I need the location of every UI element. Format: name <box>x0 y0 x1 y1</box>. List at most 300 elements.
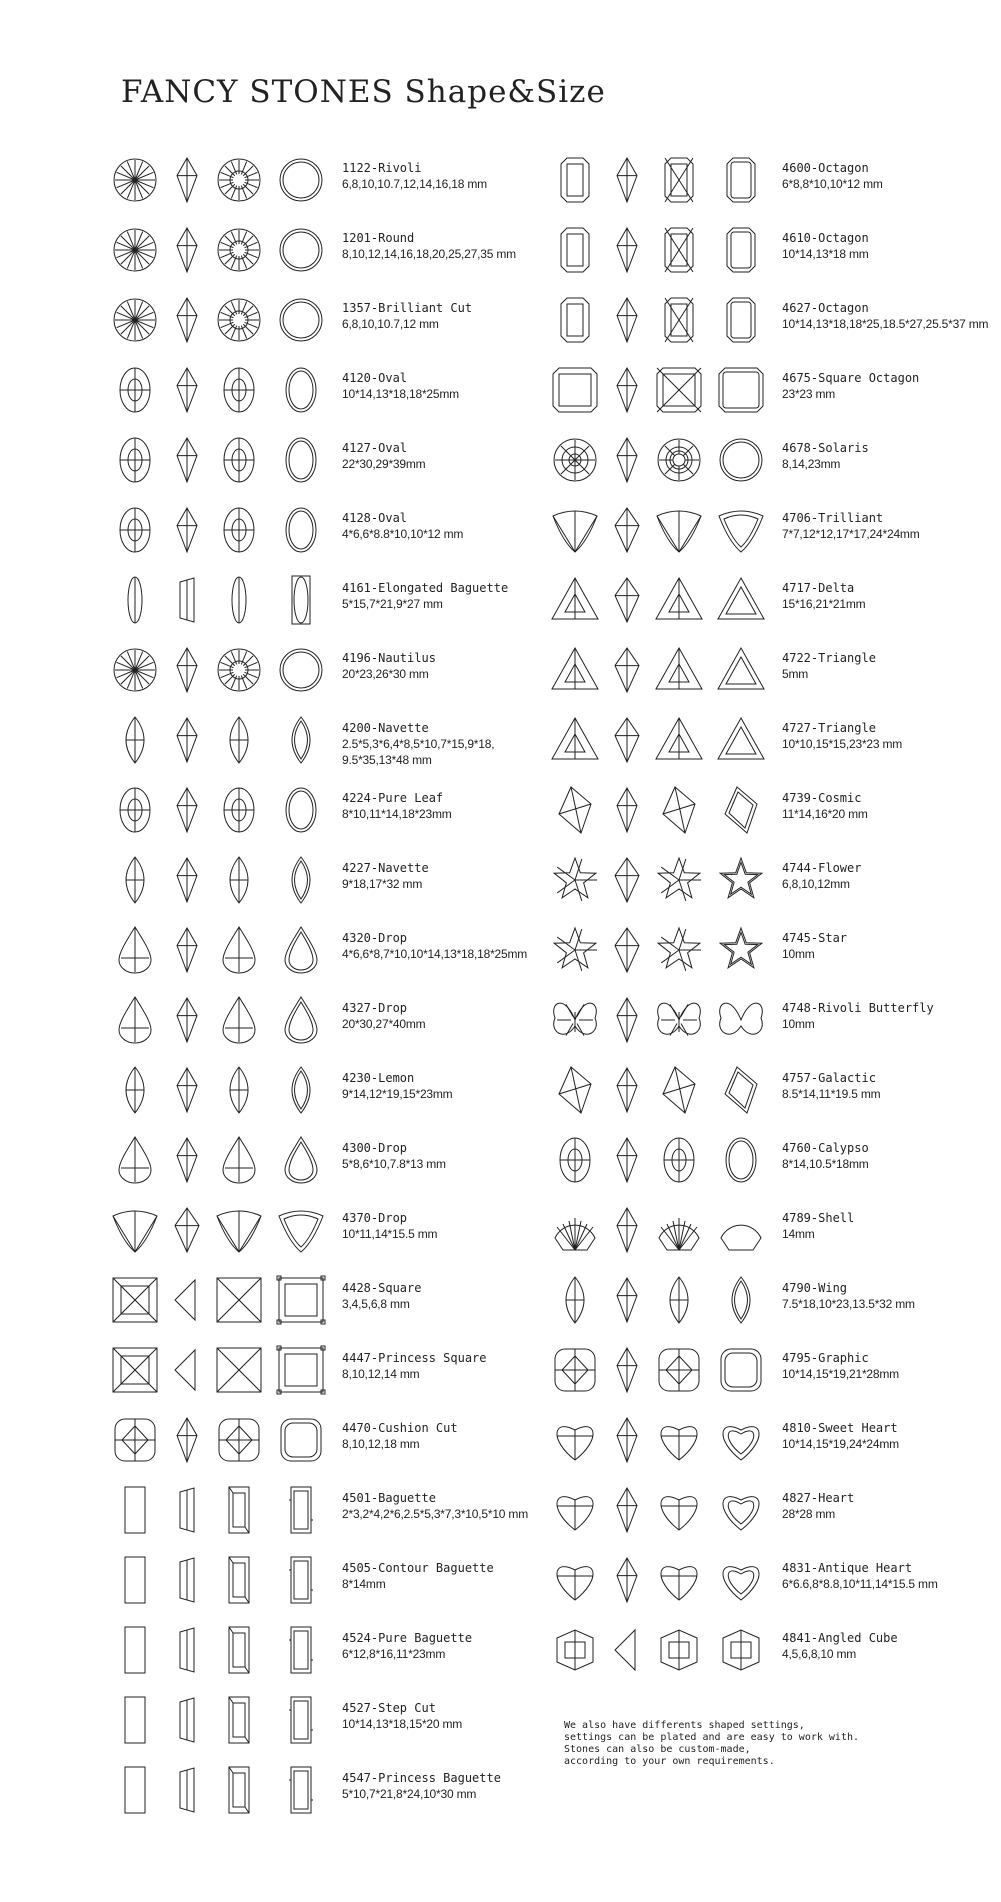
stone-size-list: 20*23,26*30 mm <box>342 667 429 681</box>
stone-back-view-icon <box>654 222 704 278</box>
stone-size-list: 10*11,14*15.5 mm <box>342 1227 438 1241</box>
stone-entry <box>550 1198 995 1268</box>
stone-setting-icon <box>716 1552 766 1608</box>
stone-drawing-group <box>110 1272 340 1328</box>
stone-back-view-icon <box>654 1342 704 1398</box>
stone-model-name: 4501-Baguette <box>342 1491 436 1505</box>
stone-size-list: 10*14,13*18,18*25,18.5*27,25.5*37 mm <box>782 317 989 331</box>
stone-model-name: 4370-Drop <box>342 1211 408 1225</box>
stone-drawing-group <box>550 1412 780 1468</box>
stone-size-list: 10mm <box>782 1017 815 1031</box>
stone-entry <box>550 778 995 848</box>
stone-model-name: 4128-Oval <box>342 511 408 525</box>
stone-drawing-group <box>550 1202 780 1258</box>
stone-model-name: 4841-Angled Cube <box>782 1631 898 1645</box>
stone-drawing-group <box>110 1622 340 1678</box>
stone-top-view-icon <box>550 152 600 208</box>
stone-entry <box>110 638 600 708</box>
stone-top-view-icon <box>110 152 160 208</box>
stone-entry <box>110 148 600 218</box>
stone-side-view-icon <box>162 292 212 348</box>
stone-entry <box>550 1478 995 1548</box>
stone-side-view-icon <box>602 432 652 488</box>
stone-back-view-icon <box>654 362 704 418</box>
stone-top-view-icon <box>110 992 160 1048</box>
stone-label <box>342 300 472 332</box>
stone-entry <box>110 848 600 918</box>
stone-drawing-group <box>550 922 780 978</box>
stone-top-view-icon <box>110 1692 160 1748</box>
stone-side-view-icon <box>162 642 212 698</box>
stone-model-name: 4790-Wing <box>782 1281 848 1295</box>
stone-drawing-group <box>110 922 340 978</box>
stone-size-list: 6*12,8*16,11*23mm <box>342 1647 446 1661</box>
stone-top-view-icon <box>550 502 600 558</box>
stone-model-name: 4524-Pure Baguette <box>342 1631 473 1645</box>
stone-label <box>342 1070 452 1102</box>
stone-setting-icon <box>276 362 326 418</box>
stone-setting-icon <box>276 502 326 558</box>
stone-side-view-icon <box>162 852 212 908</box>
stone-label <box>342 580 508 612</box>
stone-entry <box>550 1408 995 1478</box>
stone-drawing-group <box>550 152 780 208</box>
stone-entry <box>110 1338 600 1408</box>
stone-label <box>342 1140 446 1172</box>
stone-size-list: 8,10,12,14,16,18,20,25,27,35 mm <box>342 247 516 261</box>
stone-back-view-icon <box>654 152 704 208</box>
stone-size-list: 10mm <box>782 947 815 961</box>
stone-setting-icon <box>716 1272 766 1328</box>
stone-side-view-icon <box>162 152 212 208</box>
stone-drawing-group <box>550 362 780 418</box>
stone-drawing-group <box>550 502 780 558</box>
stone-top-view-icon <box>110 1412 160 1468</box>
stone-entry <box>550 708 995 778</box>
stone-entry <box>550 358 995 428</box>
stone-model-name: 4447-Princess Square <box>342 1351 487 1365</box>
stone-top-view-icon <box>550 1482 600 1538</box>
stone-model-name: 4320-Drop <box>342 931 408 945</box>
stone-side-view-icon <box>602 362 652 418</box>
stone-model-name: 4610-Octagon <box>782 231 869 245</box>
stone-size-list: 10*14,13*18,18*25mm <box>342 387 459 401</box>
stone-label <box>782 720 902 752</box>
stone-size-list: 7*7,12*12,17*17,24*24mm <box>782 527 920 541</box>
custom-settings-note <box>564 1720 859 1768</box>
stone-back-view-icon <box>214 922 264 978</box>
stone-back-view-icon <box>214 1132 264 1188</box>
stone-model-name: 4627-Octagon <box>782 301 869 315</box>
stone-back-view-icon <box>654 1552 704 1608</box>
stone-model-name: 4470-Cushion Cut <box>342 1421 458 1435</box>
stone-drawing-group <box>550 1272 780 1328</box>
stone-entry <box>110 1198 600 1268</box>
stone-side-view-icon <box>602 502 652 558</box>
stone-setting-icon <box>716 572 766 628</box>
stone-side-view-icon <box>602 572 652 628</box>
stone-side-view-icon <box>602 1482 652 1538</box>
stone-size-list: 6*6.6,8*8.8,10*11,14*15.5 mm <box>782 1577 938 1591</box>
stone-entry <box>550 218 995 288</box>
stone-setting-icon <box>276 712 326 768</box>
stone-size-list: 8*14mm <box>342 1577 386 1591</box>
stone-top-view-icon <box>110 922 160 978</box>
stone-setting-icon <box>276 992 326 1048</box>
stone-setting-icon <box>716 1412 766 1468</box>
stone-size-list: 23*23 mm <box>782 387 836 401</box>
stone-top-view-icon <box>110 782 160 838</box>
stone-entry <box>110 1758 600 1828</box>
stone-back-view-icon <box>214 1272 264 1328</box>
stone-entry <box>110 218 600 288</box>
stone-side-view-icon <box>162 1202 212 1258</box>
stone-top-view-icon <box>550 852 600 908</box>
stone-side-view-icon <box>162 1552 212 1608</box>
stone-top-view-icon <box>550 1202 600 1258</box>
stone-top-view-icon <box>550 712 600 768</box>
stone-setting-icon <box>276 782 326 838</box>
stone-size-list: 10*14,13*18,15*20 mm <box>342 1717 463 1731</box>
stone-entry <box>110 1268 600 1338</box>
stone-drawing-group <box>110 1482 340 1538</box>
stone-back-view-icon <box>214 1552 264 1608</box>
stone-setting-icon <box>276 572 326 628</box>
stone-size-list: 8,10,12,14 mm <box>342 1367 420 1381</box>
stone-setting-icon <box>276 852 326 908</box>
right-catalog-column <box>550 148 995 1688</box>
stone-top-view-icon <box>110 1552 160 1608</box>
stone-size-list: 6,8,10,10.7,12,14,16,18 mm <box>342 177 487 191</box>
stone-setting-icon <box>716 432 766 488</box>
stone-entry <box>550 288 995 358</box>
stone-entry <box>110 1128 600 1198</box>
stone-drawing-group <box>110 712 340 768</box>
stone-setting-icon <box>276 1132 326 1188</box>
stone-model-name: 4428-Square <box>342 1281 422 1295</box>
stone-side-view-icon <box>602 1412 652 1468</box>
stone-top-view-icon <box>550 992 600 1048</box>
stone-top-view-icon <box>110 642 160 698</box>
stone-back-view-icon <box>654 1622 704 1678</box>
stone-entry <box>110 918 600 988</box>
stone-label <box>782 300 988 332</box>
stone-entry <box>110 1058 600 1128</box>
stone-entry <box>550 1618 995 1688</box>
stone-side-view-icon <box>602 782 652 838</box>
stone-model-name: 4547-Princess Baguette <box>342 1771 501 1785</box>
stone-back-view-icon <box>654 432 704 488</box>
stone-drawing-group <box>550 1482 780 1538</box>
stone-setting-icon <box>276 1062 326 1118</box>
stone-entry <box>110 1408 600 1478</box>
stone-side-view-icon <box>602 852 652 908</box>
stone-label <box>342 1280 421 1312</box>
stone-drawing-group <box>550 642 780 698</box>
stone-top-view-icon <box>110 1062 160 1118</box>
stone-size-list: 8*10,11*14,18*23mm <box>342 807 452 821</box>
stone-entry <box>550 1338 995 1408</box>
stone-side-view-icon <box>602 712 652 768</box>
stone-label <box>342 1560 494 1592</box>
stone-drawing-group <box>110 782 340 838</box>
stone-label <box>782 860 861 892</box>
stone-side-view-icon <box>602 922 652 978</box>
stone-back-view-icon <box>214 992 264 1048</box>
stone-size-list: 8.5*14,11*19.5 mm <box>782 1087 881 1101</box>
stone-top-view-icon <box>110 1622 160 1678</box>
stone-model-name: 4120-Oval <box>342 371 408 385</box>
stone-label <box>782 1420 899 1452</box>
stone-setting-icon <box>276 1692 326 1748</box>
stone-back-view-icon <box>214 362 264 418</box>
stone-entry <box>550 568 995 638</box>
stone-label <box>782 1210 854 1242</box>
stone-drawing-group <box>550 852 780 908</box>
stone-label <box>342 860 429 892</box>
stone-entry <box>110 498 600 568</box>
stone-drawing-group <box>110 1692 340 1748</box>
stone-top-view-icon <box>550 922 600 978</box>
stone-side-view-icon <box>602 1272 652 1328</box>
stone-back-view-icon <box>654 292 704 348</box>
stone-back-view-icon <box>654 782 704 838</box>
stone-label <box>782 1490 854 1522</box>
stone-label <box>782 440 869 472</box>
stone-back-view-icon <box>214 572 264 628</box>
stone-label <box>342 1420 458 1452</box>
stone-side-view-icon <box>162 1132 212 1188</box>
stone-drawing-group <box>110 1762 340 1818</box>
stone-model-name: 4675-Square Octagon <box>782 371 920 385</box>
stone-setting-icon <box>716 642 766 698</box>
stone-setting-icon <box>716 292 766 348</box>
stone-back-view-icon <box>214 1482 264 1538</box>
stone-size-list: 6,8,10,10.7,12 mm <box>342 317 439 331</box>
stone-drawing-group <box>550 222 780 278</box>
stone-top-view-icon <box>550 1412 600 1468</box>
stone-model-name: 4831-Antique Heart <box>782 1561 913 1575</box>
stone-setting-icon <box>716 1622 766 1678</box>
stone-model-name: 4739-Cosmic <box>782 791 862 805</box>
stone-top-view-icon <box>550 1062 600 1118</box>
stone-size-list: 20*30,27*40mm <box>342 1017 426 1031</box>
stone-back-view-icon <box>654 1482 704 1538</box>
stone-top-view-icon <box>550 1622 600 1678</box>
stone-label <box>342 1630 472 1662</box>
stone-drawing-group <box>550 1132 780 1188</box>
stone-label <box>782 1000 934 1032</box>
stone-size-list: 5mm <box>782 667 809 681</box>
stone-entry <box>110 1618 600 1688</box>
stone-side-view-icon <box>162 782 212 838</box>
stone-setting-icon <box>276 1622 326 1678</box>
stone-top-view-icon <box>550 1552 600 1608</box>
stone-drawing-group <box>110 642 340 698</box>
note-line: according to your own requirements. <box>564 1756 775 1767</box>
stone-size-list: 7.5*18,10*23,13.5*32 mm <box>782 1297 915 1311</box>
stone-top-view-icon <box>110 222 160 278</box>
stone-size-list: 6*8,8*10,10*12 mm <box>782 177 883 191</box>
stone-top-view-icon <box>110 432 160 488</box>
stone-drawing-group <box>550 1342 780 1398</box>
stone-back-view-icon <box>214 1202 264 1258</box>
stone-side-view-icon <box>602 292 652 348</box>
stone-setting-icon <box>716 1062 766 1118</box>
stone-setting-icon <box>716 712 766 768</box>
stone-model-name: 4300-Drop <box>342 1141 408 1155</box>
stone-setting-icon <box>716 922 766 978</box>
stone-label <box>782 510 920 542</box>
stone-drawing-group <box>110 1342 340 1398</box>
stone-size-list: 4*6,6*8,7*10,10*14,13*18,18*25mm <box>342 947 528 961</box>
stone-model-name: 4196-Nautilus <box>342 651 436 665</box>
stone-entry <box>550 918 995 988</box>
stone-model-name: 4745-Star <box>782 931 848 945</box>
stone-side-view-icon <box>162 1482 212 1538</box>
stone-entry <box>550 1268 995 1338</box>
stone-side-view-icon <box>602 1622 652 1678</box>
stone-back-view-icon <box>654 922 704 978</box>
stone-setting-icon <box>276 1272 326 1328</box>
stone-side-view-icon <box>602 642 652 698</box>
stone-back-view-icon <box>654 1062 704 1118</box>
stone-side-view-icon <box>162 1412 212 1468</box>
stone-side-view-icon <box>162 502 212 558</box>
stone-setting-icon <box>276 642 326 698</box>
stone-drawing-group <box>110 1132 340 1188</box>
stone-size-list: 5*15,7*21,9*27 mm <box>342 597 443 611</box>
stone-side-view-icon <box>162 222 212 278</box>
stone-label <box>342 790 452 822</box>
stone-model-name: 4722-Triangle <box>782 651 876 665</box>
stone-model-name: 4744-Flower <box>782 861 862 875</box>
stone-model-name: 4200-Navette <box>342 721 429 735</box>
stone-model-name: 4727-Triangle <box>782 721 876 735</box>
stone-entry <box>110 1478 600 1548</box>
stone-label <box>782 160 883 192</box>
stone-entry <box>110 428 600 498</box>
stone-drawing-group <box>110 572 340 628</box>
stone-setting-icon <box>276 1202 326 1258</box>
stone-label <box>342 160 487 192</box>
stone-side-view-icon <box>602 1342 652 1398</box>
stone-setting-icon <box>276 152 326 208</box>
stone-back-view-icon <box>654 572 704 628</box>
note-line: Stones can also be custom-made, <box>564 1744 751 1755</box>
stone-side-view-icon <box>162 432 212 488</box>
stone-setting-icon <box>276 1482 326 1538</box>
stone-side-view-icon <box>602 1202 652 1258</box>
stone-entry <box>550 638 995 708</box>
stone-back-view-icon <box>214 152 264 208</box>
stone-size-list: 22*30,29*39mm <box>342 457 426 471</box>
stone-size-list: 10*14,15*19,21*28mm <box>782 1367 899 1381</box>
stone-label <box>342 1000 425 1032</box>
stone-setting-icon <box>276 922 326 978</box>
stone-size-list: 4,5,6,8,10 mm <box>782 1647 857 1661</box>
stone-entry <box>110 778 600 848</box>
stone-drawing-group <box>550 292 780 348</box>
stone-side-view-icon <box>162 1762 212 1818</box>
stone-side-view-icon <box>162 992 212 1048</box>
stone-size-list: 4*6,6*8.8*10,10*12 mm <box>342 527 464 541</box>
stone-model-name: 4789-Shell <box>782 1211 855 1225</box>
stone-back-view-icon <box>214 502 264 558</box>
stone-side-view-icon <box>162 712 212 768</box>
stone-model-name: 4810-Sweet Heart <box>782 1421 898 1435</box>
stone-label <box>342 1210 437 1242</box>
page-title: FANCY STONES Shape&Size <box>121 74 606 110</box>
stone-size-list: 10*14,15*19,24*24mm <box>782 1437 899 1451</box>
stone-setting-icon <box>716 852 766 908</box>
stone-label <box>342 230 516 262</box>
stone-model-name: 4757-Galactic <box>782 1071 876 1085</box>
stone-back-view-icon <box>214 712 264 768</box>
stone-back-view-icon <box>654 1202 704 1258</box>
stone-entry <box>550 498 995 568</box>
stone-label <box>342 440 425 472</box>
stone-model-name: 4706-Trilliant <box>782 511 884 525</box>
stone-setting-icon <box>716 222 766 278</box>
stone-label <box>342 1700 462 1732</box>
stone-model-name: 1357-Brilliant Cut <box>342 301 473 315</box>
stone-label <box>342 650 436 682</box>
stone-side-view-icon <box>162 1622 212 1678</box>
stone-size-list: 15*16,21*21mm <box>782 597 866 611</box>
stone-back-view-icon <box>214 292 264 348</box>
stone-size-list: 5*8,6*10,7.8*13 mm <box>342 1157 446 1171</box>
stone-top-view-icon <box>550 222 600 278</box>
stone-label <box>342 1490 528 1522</box>
stone-size-list: 28*28 mm <box>782 1507 836 1521</box>
stone-model-name: 4161-Elongated Baguette <box>342 581 509 595</box>
stone-model-name: 4748-Rivoli Butterfly <box>782 1001 934 1015</box>
stone-label <box>782 930 847 962</box>
stone-drawing-group <box>550 992 780 1048</box>
stone-size-list: 6,8,10,12mm <box>782 877 850 891</box>
stone-back-view-icon <box>214 1062 264 1118</box>
stone-setting-icon <box>276 292 326 348</box>
stone-label <box>342 1770 501 1802</box>
stone-back-view-icon <box>214 1762 264 1818</box>
stone-model-name: 4127-Oval <box>342 441 408 455</box>
stone-top-view-icon <box>550 1132 600 1188</box>
stone-label <box>782 1140 869 1172</box>
stone-model-name: 4230-Lemon <box>342 1071 415 1085</box>
stone-back-view-icon <box>214 1692 264 1748</box>
stone-back-view-icon <box>654 642 704 698</box>
stone-entry <box>110 708 600 778</box>
stone-entry <box>110 358 600 428</box>
stone-label <box>782 370 919 402</box>
stone-back-view-icon <box>214 432 264 488</box>
stone-top-view-icon <box>550 362 600 418</box>
stone-side-view-icon <box>162 1692 212 1748</box>
stone-drawing-group <box>110 502 340 558</box>
stone-model-name: 4327-Drop <box>342 1001 408 1015</box>
stone-setting-icon <box>276 432 326 488</box>
stone-drawing-group <box>550 712 780 768</box>
stone-side-view-icon <box>162 1342 212 1398</box>
stone-label <box>342 510 463 542</box>
stone-setting-icon <box>276 222 326 278</box>
stone-label <box>342 370 459 402</box>
stone-side-view-icon <box>602 992 652 1048</box>
stone-back-view-icon <box>654 502 704 558</box>
stone-model-name: 4717-Delta <box>782 581 855 595</box>
stone-top-view-icon <box>550 292 600 348</box>
